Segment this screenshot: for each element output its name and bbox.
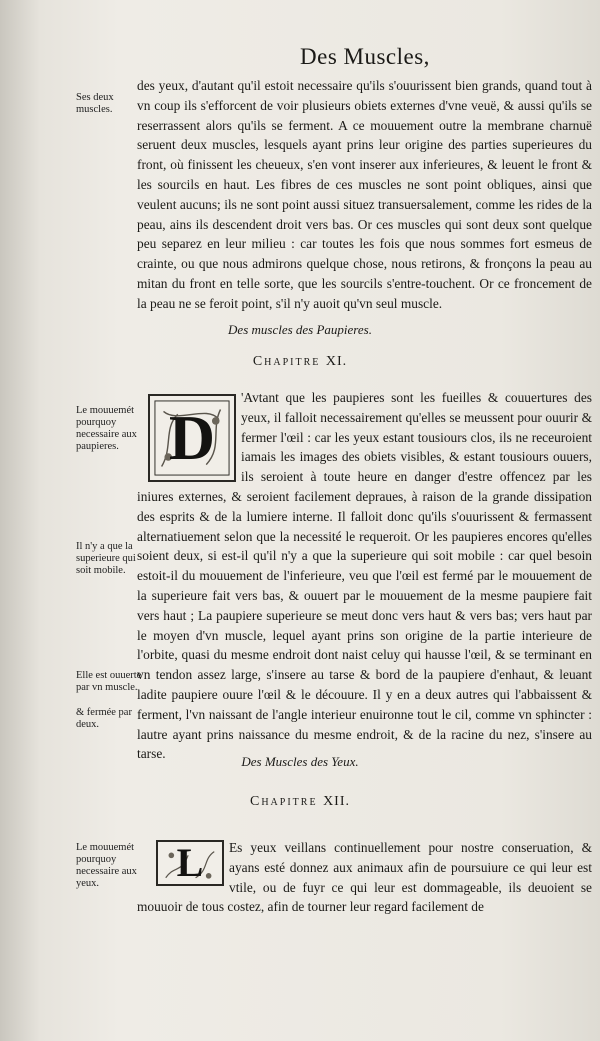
margin-note-3: Il n'y a que la superieure qui soit mobile. bbox=[76, 541, 136, 576]
chapter-heading-11 bbox=[0, 354, 600, 370]
paragraph-2-text: 'Avtant que les paupieres sont les fueilles & couuertures des yeux, il falloit necessairement qu'elles se meussent pour ouurir & fermer l'œil : car les yeux estant tousiours clos, ils ne receuroient iamais les images des obiets visibles, & estant tousiours ouuers, ils seroient à toute heure en danger d'estre offencez par les iniures externes, & seroient facilement depraues, à raison de la grande dissipation des esprits & de la lumiere interne. Il falloit donc qu'ils s'ouurissent & fermassent alternatiuement selon que la necessité le requeroit. Or les paupieres encores qu'elles soient deux, si est-il qu'il n'y a que la superieure qui soit mobile : car quel besoin estoit-il du mouuement de l'inferieure, veu que l'œil est fermé par le mouuement de la superieure fait vers bas, & ouuert par le mouuement de la mesme paupiere fait vers haut ; La paupiere superieure se meut donc vers haut & vers bas; vers haut par le moyen d'vn muscle, lequel ayant prins son origine de la partie interieure de l'orbite, quasi du mesme endroit dont naist celuy qui hausse l'œil, & se terminant en vn tendon assez large, s'insere au tarse & bord de la paupiere d'enhaut, & leuant ladite paupiere ouure l'œil & le découure. Il y en a deux autres qui l'abbaissent & ferment, l'vn naissant de l'angle interieur enuironne tout le cil, comme vn sphincter : lautre ayant prins naissance du mesme endroit, & de la racine du nez, s'insere au tarse. bbox=[137, 390, 592, 762]
chapter-label: Chapitre bbox=[252, 354, 321, 369]
dropcap-letter-2: L bbox=[176, 840, 204, 885]
margin-note-4: Elle est ouuerte par vn muscle. bbox=[76, 670, 142, 693]
dropcap-spacer-2 bbox=[137, 838, 229, 890]
dropcap-letter: D bbox=[168, 402, 216, 473]
paragraph-1 bbox=[137, 76, 592, 314]
margin-note-6: Le mouuemét pourquoy necessaire aux yeux. bbox=[76, 842, 137, 889]
paragraph-3-text: Es yeux veillans continuellement pour nostre conseruation, & ayans esté donnez aux animaux afin de poursuiure ce qui leur est vtile, ou de fuyr ce qui leur est dommageable, ils deuoient se mouuoir de tous costez, afin de tourner leur regard facilement de bbox=[137, 840, 592, 915]
margin-note-2: Le mouuemét pourquoy necessaire aux paupieres. bbox=[76, 405, 137, 452]
dropcap-spacer bbox=[137, 388, 241, 484]
paragraph-1-text: des yeux, d'autant qu'il estoit necessaire qu'ils s'ouurissent bien grands, quand tout à vn coup ils s'efforcent de voir plusieurs obiets externes d'vne veuë, & aussi qu'ils se reserrassent alors qu'ils se ferment. A ce mouuement outre la membrane charnuë seruent deux muscles, lesquels ayant prins leur origine des parties superieures du front, où finissent les cheueux, s'en vont inserer aux inferieures, & leuent le front & les sourcils en haut. Les fibres de ces muscles ne sont point obliques, ainsi que veulent aucuns; ils ne sont point aussi situez transuersalement, comme les rides de la peau, ains ils descendent droit vers bas. Or ces muscles qui sont deux sont quelque peu separez en leur milieu : car toutes les fois que nous sommes fort esmeus de crainte, ou que nous admirons quelque chose, nous retirons, & fronçons la peau au mitan du front en telle sorte, que les sourcils s'entre-touchent. Or ce froncement de la peau ne se feroit point, s'il n'y auoit qu'vn seul muscle. bbox=[137, 78, 592, 311]
running-header: Des Muscles, bbox=[300, 44, 430, 69]
section-title-paupieres: Des muscles des Paupieres. bbox=[228, 322, 372, 337]
section-title-yeux: Des Muscles des Yeux. bbox=[241, 754, 359, 769]
chapter-number-2: XII. bbox=[323, 794, 350, 809]
chapter-number: XI. bbox=[325, 354, 348, 369]
paragraph-3 bbox=[137, 838, 592, 917]
paragraph-2 bbox=[137, 388, 592, 764]
chapter-label-2: Chapitre bbox=[250, 794, 318, 809]
margin-note-1: Ses deux muscles. bbox=[76, 92, 114, 115]
chapter-heading-12 bbox=[0, 794, 600, 810]
margin-note-5: & fermée par deux. bbox=[76, 707, 132, 730]
